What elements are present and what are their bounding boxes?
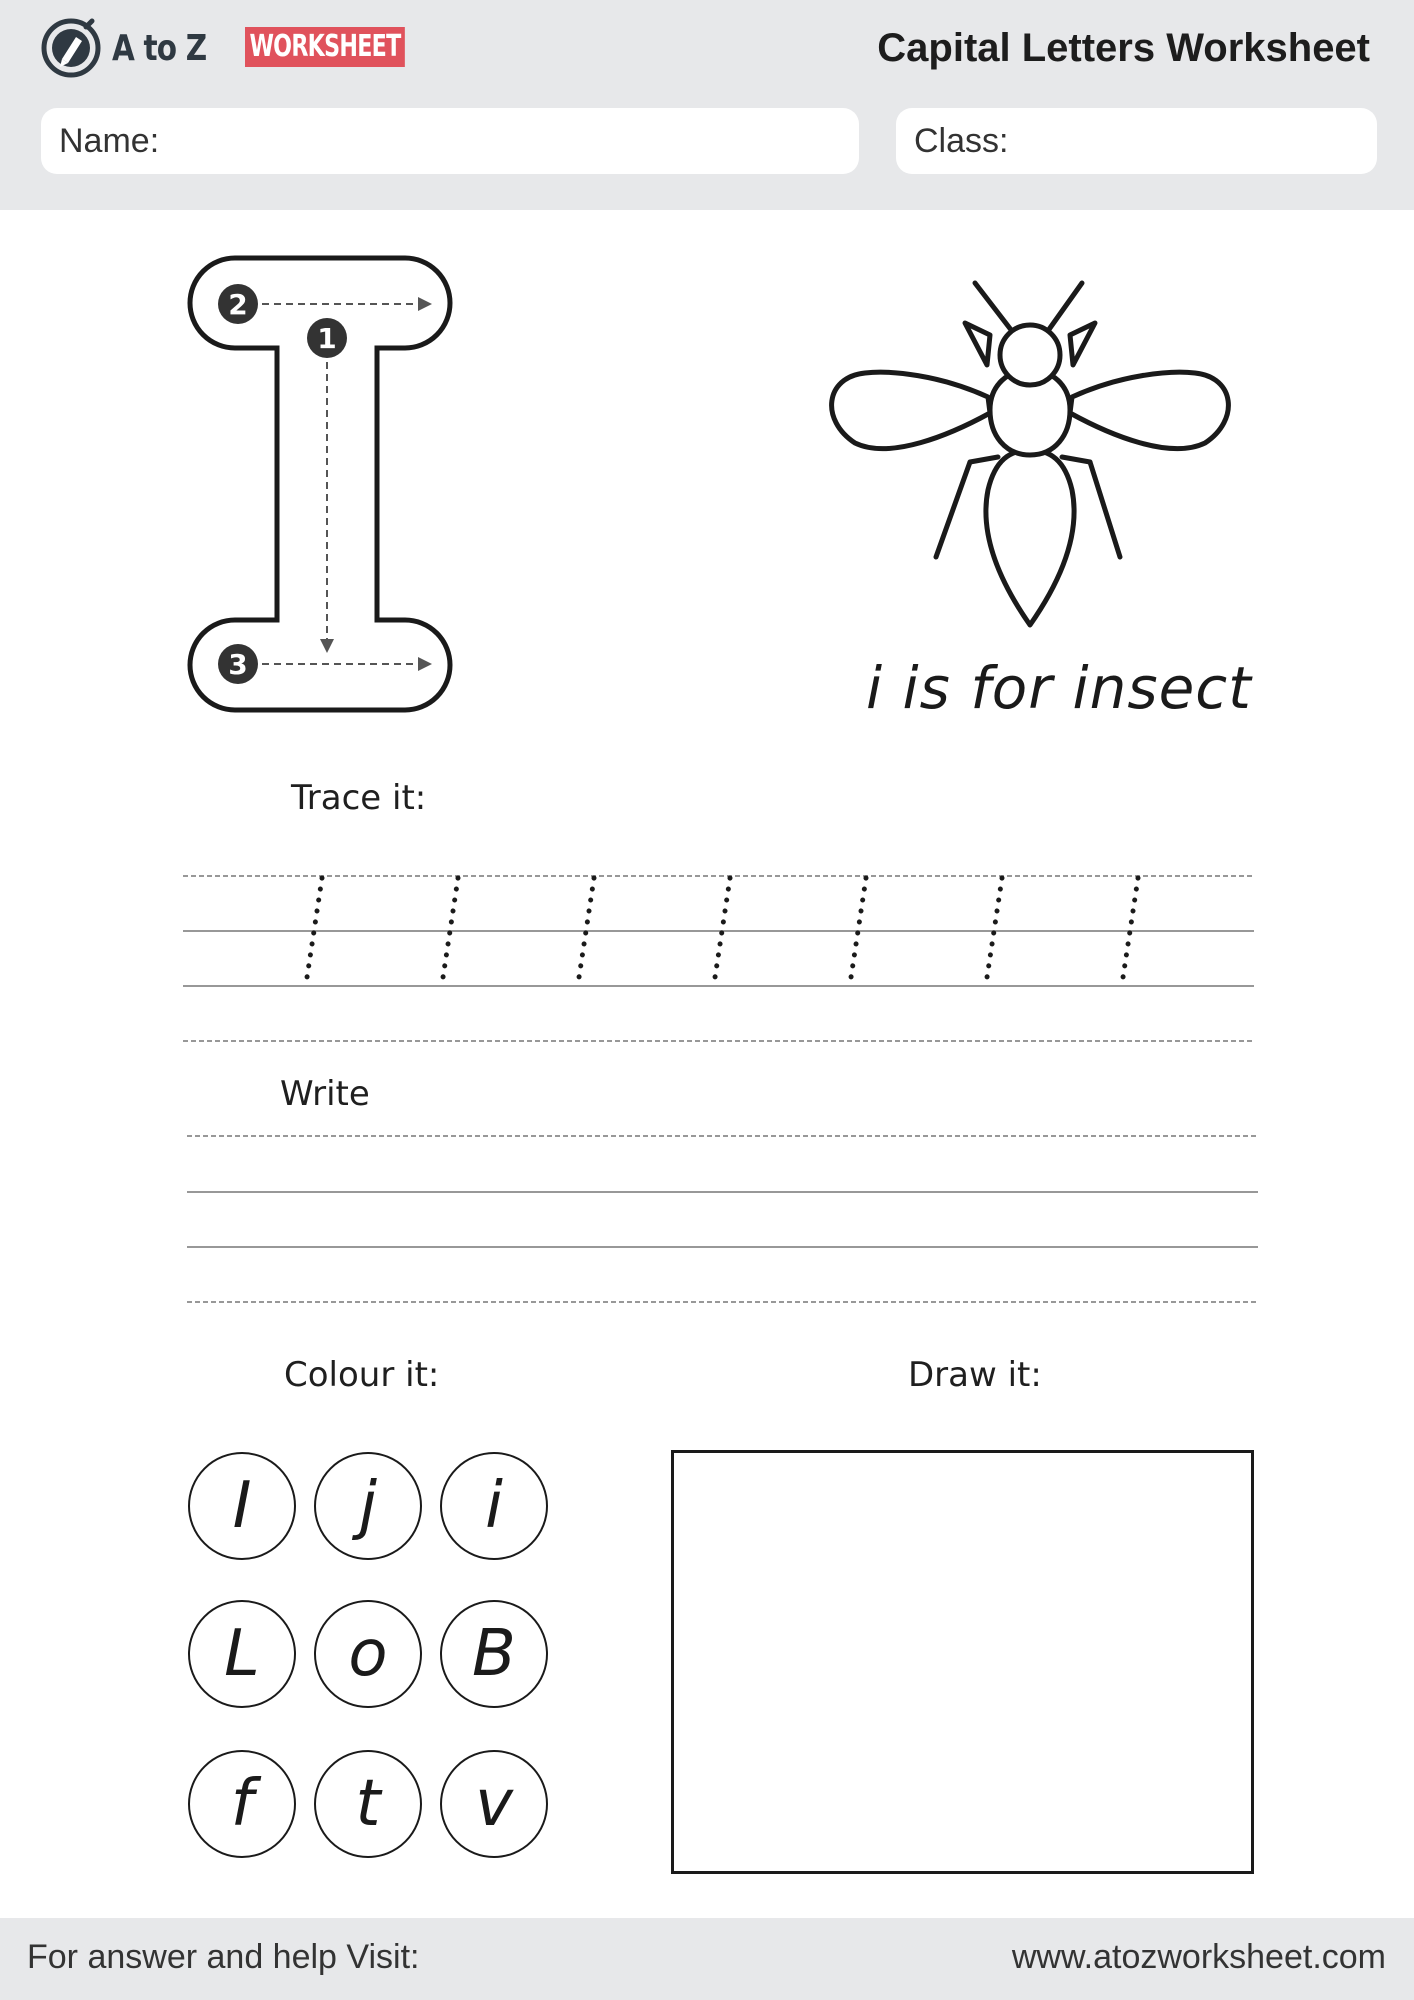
colour-bubble-i[interactable]: i [440,1452,548,1560]
colour-bubble-f[interactable]: f [188,1750,296,1858]
logo-badge: WORKSHEET [245,27,405,67]
colour-label: Colour it: [284,1355,440,1395]
footer-help-text: For answer and help Visit: [27,1938,420,1976]
picture-caption: i is for insect [866,654,1252,722]
colour-bubble-B[interactable]: B [440,1600,548,1708]
class-label: Class: [914,121,1009,160]
draw-box[interactable] [671,1450,1254,1874]
page-title: Capital Letters Worksheet [877,26,1370,70]
trace-rules [183,876,1254,1041]
logo-text: A to Z [112,27,207,69]
colour-bubble-I[interactable]: I [188,1452,296,1560]
colour-bubble-j[interactable]: j [314,1452,422,1560]
trace-label: Trace it: [291,778,427,818]
colour-bubble-t[interactable]: t [314,1750,422,1858]
svg-text:1: 1 [317,322,337,355]
colour-bubble-v[interactable]: v [440,1750,548,1858]
colour-bubble-L[interactable]: L [188,1600,296,1708]
colour-bubble-o[interactable]: o [314,1600,422,1708]
draw-label: Draw it: [908,1355,1042,1395]
name-label: Name: [59,121,160,160]
footer [0,1918,1414,2000]
write-rules [187,1136,1258,1302]
svg-text:3: 3 [228,648,248,681]
write-label: Write [280,1074,370,1114]
footer-website-link[interactable]: www.atozworksheet.com [1011,1938,1386,1976]
svg-text:2: 2 [228,288,248,321]
